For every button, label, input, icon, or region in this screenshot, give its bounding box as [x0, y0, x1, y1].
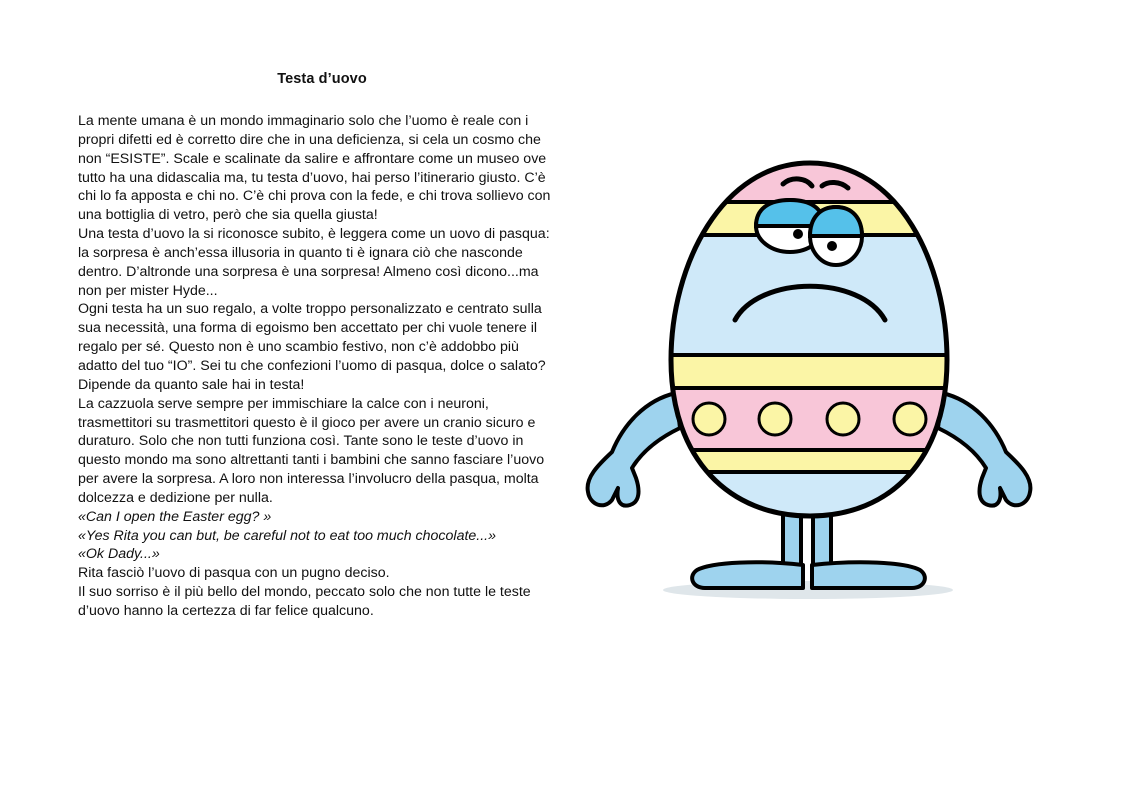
text-line: questo mondo ma sono altrettanti tanti i bambini che sanno fasciare l’uovo [78, 452, 545, 469]
sad-egg-illustration [580, 160, 1035, 605]
text-line: non per mister Hyde... [78, 282, 218, 299]
text-line: una bottiglia di vetro, però che sia quella giusta! [78, 207, 378, 224]
text-line: trasmettitori su trasmettitori questo è il gioco per avere un cranio sicuro e [78, 414, 536, 431]
document-title: Testa d’uovo [277, 71, 367, 87]
text-line: Rita fasciò l’uovo di pasqua con un pugno deciso. [78, 565, 390, 582]
text-line: chi lo fa apposta e chi no. C’è chi prova con la fede, e chi trova sollievo con [78, 188, 551, 205]
left-foot [692, 562, 803, 588]
right-arm [938, 393, 1030, 506]
text-line: Il suo sorriso è il più bello del mondo, peccato solo che non tutte le teste [78, 584, 531, 601]
text-line: dentro. D’altronde una sorpresa è una sorpresa! Almeno così dicono...ma [78, 263, 539, 280]
text-line: Ogni testa ha un suo regalo, a volte troppo personalizzato e centrato sulla [78, 301, 542, 318]
text-line: non “ESISTE”. Scale e scalinate da salire e affrontare come un museo ove [78, 150, 547, 167]
text-line: propri difetti ed è corretto dire che in una deficienza, si cela un cosmo che [78, 131, 541, 148]
text-line: dolcezza e dedizione per nulla. [78, 489, 273, 506]
text-line: d’uovo hanno la certezza di far felice qualcuno. [78, 602, 374, 619]
text-line: adatto del tuo “IO”. Sei tu che confezioni l’uomo di pasqua, dolce o salato? [78, 357, 546, 374]
text-line: duraturo. Solo che non tutti funziona così. Tante sono le teste d’uovo in [78, 433, 524, 450]
text-line: «Can I open the Easter egg? » [78, 508, 272, 525]
text-line: «Yes Rita you can but, be careful not to eat too much chocolate...» [78, 527, 497, 544]
text-line: «Ok Dady...» [78, 546, 160, 563]
text-line: La cazzuola serve sempre per immischiare la calce con i neuroni, [78, 395, 489, 412]
left-arm [588, 393, 680, 506]
text-line: tutto ha una didascalia ma, tu testa d’uovo, hai perso l’itinerario giusto. C’è [78, 169, 546, 186]
right-foot [812, 562, 925, 588]
text-line: sua necessità, una forma di egoismo ben accettato per chi vuole tenere il [78, 320, 537, 337]
document-body [78, 112, 558, 621]
text-line: Una testa d’uovo la si riconosce subito, è leggera come un uovo di pasqua: [78, 226, 550, 243]
text-line: la sorpresa è anch’essa illusoria in quanto ti è ignara ciò che nasconde [78, 244, 523, 261]
text-line: per avere la sorpresa. A loro non interessa l’involucro della pasqua, molta [78, 471, 539, 488]
text-line: regalo per sé. Questo non è uno scambio festivo, non c’è addobbo più [78, 339, 519, 356]
text-line: La mente umana è un mondo immaginario solo che l’uomo è reale con i [78, 113, 529, 129]
text-line: Dipende da quanto sale hai in testa! [78, 376, 305, 393]
